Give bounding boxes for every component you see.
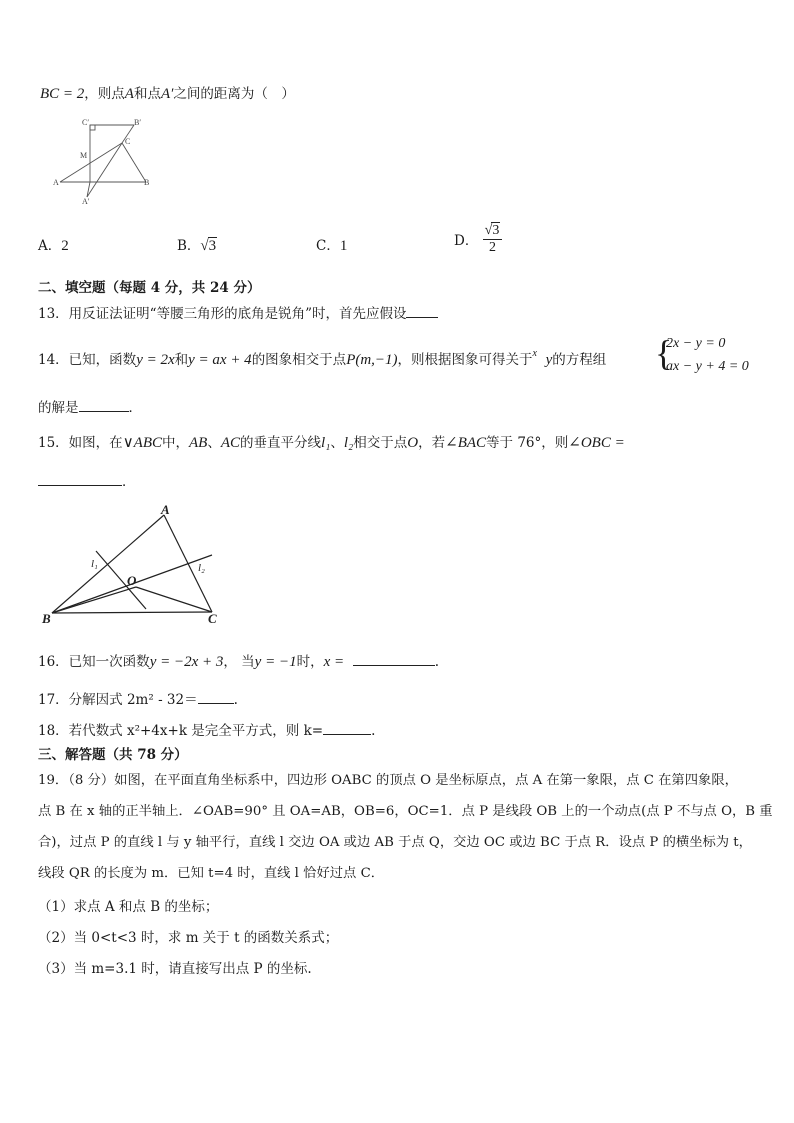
q19-sub2: （2）当 0<t<3 时，求 m 关于 t 的函数关系式； — [38, 930, 339, 946]
q15-line1 — [38, 431, 625, 452]
q16-mid: ， 当 — [223, 654, 255, 670]
q14-eq1: 2x − y = 0 — [666, 336, 726, 351]
q15-tri: ∨ABC — [122, 435, 162, 451]
fig12-label-a-prime: A′ — [82, 197, 90, 206]
q15-figure — [38, 503, 238, 628]
q12-point-a-prime: A′ — [160, 86, 174, 102]
q12-point-a: A — [124, 86, 134, 102]
fig15-label-c: C — [208, 611, 217, 626]
section2-heading: 二、填空题（每题 4 分，共 24 分） — [38, 280, 261, 296]
q15-o: O — [407, 435, 419, 451]
q12-option-d[interactable] — [454, 222, 502, 256]
q19-sub1: （1）求点 A 和点 B 的坐标； — [38, 899, 219, 915]
q12-stem-and: 和点 — [133, 86, 161, 102]
q16-lead: 16．已知一次函数 — [38, 654, 150, 670]
q17-answer-blank[interactable] — [198, 691, 234, 704]
q14-period: ． — [128, 400, 142, 416]
q14-f1: y = 2x — [136, 352, 175, 368]
option-b-radical: √ — [200, 238, 209, 254]
q18-period: . — [371, 723, 376, 739]
q12-stem-end: 之间的距离为（ ） — [173, 86, 295, 102]
q15-l1: l₁ — [321, 435, 331, 451]
q15-l2: l₂ — [343, 435, 354, 451]
q12-stem-text: ，则点 — [84, 86, 125, 102]
q16 — [38, 650, 439, 671]
q13-answer-blank[interactable] — [406, 305, 438, 318]
q19-line2: 点 B 在 x 轴的正半轴上．∠OAB=90° 且 OA=AB，OB=6，OC=1．点 P 是线段 OB 上的一个动点(点 P 不与点 O，B 重 — [38, 804, 773, 819]
q14-line2 — [38, 396, 142, 416]
fig12-label-b: B — [144, 178, 150, 187]
q15-lead: 15．如图，在 — [38, 435, 123, 451]
fig12-label-a: A — [53, 178, 59, 187]
option-c-value: 1 — [339, 238, 348, 254]
q14-f2: y = ax + 4 — [188, 352, 252, 368]
fig15-label-a: A — [161, 503, 170, 517]
q14-system-brace: { — [655, 333, 673, 373]
q12-option-b[interactable] — [177, 234, 217, 255]
q15-mid5: 等于 76°，则 — [486, 435, 569, 451]
option-d-letter: D． — [454, 233, 479, 249]
q15-line2 — [38, 470, 136, 490]
option-b-value: 3 — [208, 238, 217, 254]
q19-line4: 线段 QR 的长度为 m．已知 t=4 时，直线 l 恰好过点 C． — [38, 866, 385, 881]
q14-line2-text: 的解是 — [38, 400, 79, 416]
q12-bc-eq: BC = 2 — [40, 86, 85, 102]
q18-text: 18．若代数式 x²+4x+k 是完全平方式，则 k= — [38, 723, 324, 739]
fig15-label-o: O — [127, 573, 137, 588]
q14-y: y — [545, 352, 553, 368]
option-d-fraction — [483, 222, 503, 256]
q14-lead: 14．已知，函数 — [38, 352, 137, 368]
option-d-denominator: 2 — [488, 240, 496, 255]
q17 — [38, 688, 238, 708]
q16-func: y = −2x + 3 — [149, 654, 224, 670]
option-b-letter: B． — [177, 238, 201, 254]
q13-text: 13．用反证法证明“等腰三角形的底角是锐角”时，首先应假设 — [38, 306, 407, 322]
q15-ab: AB — [189, 435, 208, 451]
fig12-label-c: C — [125, 137, 131, 146]
q15-angle-bac: ∠BAC — [445, 435, 487, 451]
fig12-label-b-prime: B′ — [134, 118, 142, 127]
q15-sep: 、 — [207, 435, 221, 451]
q16-x: x = — [323, 654, 345, 670]
option-d-numerator: 3 — [492, 223, 500, 238]
q16-answer-blank[interactable] — [353, 653, 435, 666]
option-a-value: 2 — [61, 238, 69, 254]
q12-stem — [40, 82, 295, 103]
q14-answer-blank[interactable] — [79, 399, 129, 412]
fig12-label-m: M — [80, 151, 88, 160]
q15-mid3: 相交于点 — [353, 435, 408, 451]
q15-ac: AC — [220, 435, 240, 451]
q15-mid1: 中， — [162, 435, 189, 451]
option-c-letter: C． — [316, 238, 340, 254]
q14-x: x — [532, 348, 537, 359]
q14-and: 和 — [174, 352, 189, 368]
q19-line1: 19．（8 分）如图，在平面直角坐标系中，四边形 OABC 的顶点 O 是坐标原点，点 A 在第一象限，点 C 在第四象限， — [38, 773, 738, 788]
q12-figure — [50, 112, 160, 207]
q15-mid4: ，若 — [418, 435, 446, 451]
q12-option-c[interactable] — [316, 234, 347, 255]
q18 — [38, 719, 375, 739]
q14-tail2: 的方程组 — [552, 352, 607, 368]
option-d-radical: √ — [484, 223, 493, 238]
option-a-letter: A． — [38, 238, 62, 254]
fig12-label-c-prime: C′ — [82, 118, 90, 127]
q15-angle-obc: ∠OBC = — [568, 435, 625, 451]
q15-mid2: 的垂直平分线 — [240, 435, 321, 451]
q15-sep2: 、 — [330, 435, 344, 451]
q16-period: . — [434, 654, 439, 670]
section3-heading: 三、解答题（共 78 分） — [38, 747, 188, 763]
fig15-label-l1: l₁ — [91, 558, 98, 570]
q17-period: . — [233, 692, 238, 708]
q18-answer-blank[interactable] — [323, 722, 371, 735]
q14-eq2: ax − y + 4 = 0 — [666, 359, 749, 374]
fig15-label-b: B — [42, 611, 51, 626]
q13 — [38, 302, 438, 322]
q16-cond: y = −1 — [254, 654, 297, 670]
q14-mid: 的图象相交于点 — [251, 352, 347, 368]
q16-mid2: 时， — [296, 654, 324, 670]
q15-period: ． — [122, 474, 136, 490]
q19-line3: 合)，过点 P 的直线 l 与 y 轴平行，直线 l 交边 OA 或边 AB 于点 Q，交边 OC 或边 BC 于点 R．设点 P 的横坐标为 t， — [38, 835, 752, 850]
q12-option-a[interactable] — [38, 234, 69, 255]
fig15-label-l2: l₂ — [198, 562, 205, 574]
q15-answer-blank[interactable] — [38, 473, 122, 486]
q14-tail: ，则根据图象可得关于 — [397, 352, 533, 368]
q19-sub3: （3）当 m=3.1 时，请直接写出点 P 的坐标. — [38, 961, 312, 977]
q14-line1 — [38, 348, 606, 369]
q17-text: 17．分解因式 2m² - 32＝ — [38, 692, 198, 708]
q14-point: P(m,−1) — [346, 352, 398, 368]
